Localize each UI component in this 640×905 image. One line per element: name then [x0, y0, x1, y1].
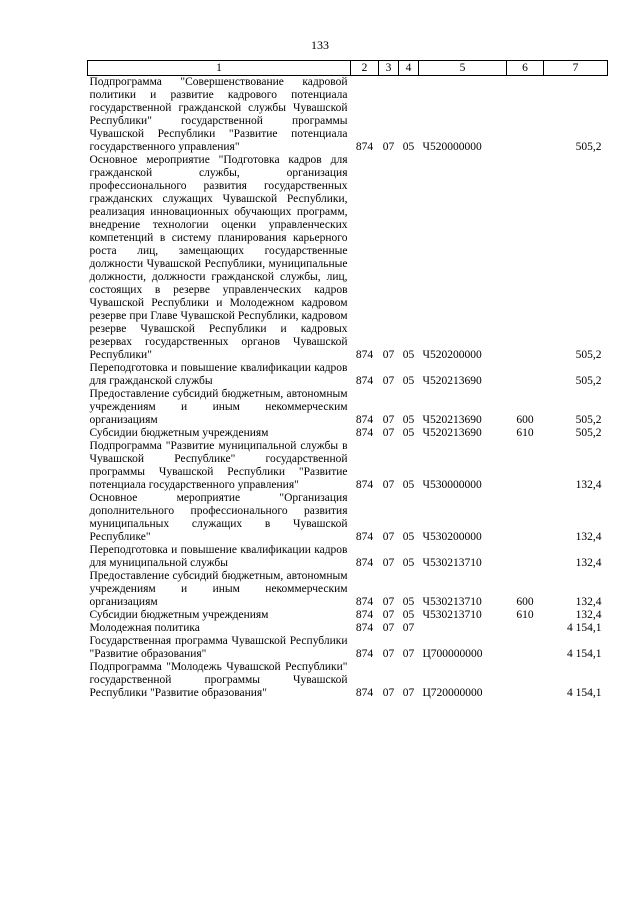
row-code-section: 07 [382, 375, 395, 387]
row-target-code: Ч530000000 [422, 479, 482, 491]
row-code-subsection: 05 [402, 375, 415, 387]
row-code-subsection: 05 [402, 596, 415, 608]
row-code-section: 07 [382, 557, 395, 569]
table-row [88, 661, 608, 700]
row-amount: 4 154,1 [567, 687, 602, 699]
row-code-section: 07 [382, 349, 395, 361]
row-expense-type [507, 544, 544, 570]
table-row [88, 570, 608, 609]
row-expense-type [507, 661, 544, 700]
table-row [88, 440, 608, 492]
row-name: Основное мероприятие "Организация дополнительного профессионального развития муниципальных служащих в Чувашской Республике" [89, 492, 348, 543]
row-target-code: Ч520213690 [422, 414, 482, 426]
page-number: 133 [311, 38, 329, 52]
header-col-3: 3 [379, 61, 399, 76]
row-name: Подпрограмма "Совершенствование кадровой политики и развитие кадрового потенциала государственной гражданской службы Чувашской Республики" государственной программы Чувашской Республики "Развитие потенциала государственного управления" [89, 76, 348, 153]
row-target-code: Ч530213710 [422, 596, 482, 608]
row-code-admin: 874 [355, 349, 374, 361]
header-col-5: 5 [419, 61, 507, 76]
row-code-admin: 874 [355, 414, 374, 426]
row-code-subsection: 05 [402, 414, 415, 426]
header-col-2: 2 [351, 61, 379, 76]
row-amount: 505,2 [575, 375, 602, 387]
header-col-4: 4 [399, 61, 419, 76]
row-amount: 132,4 [575, 557, 602, 569]
row-code-section: 07 [382, 648, 395, 660]
table-row [88, 622, 608, 635]
row-code-section: 07 [382, 687, 395, 699]
row-amount: 132,4 [575, 596, 602, 608]
row-target-code: Ч520000000 [422, 141, 482, 153]
row-expense-type [507, 76, 544, 155]
row-code-section: 07 [382, 141, 395, 153]
row-target-code: Ч530200000 [422, 531, 482, 543]
row-amount: 132,4 [575, 531, 602, 543]
row-target-code: Ц700000000 [422, 648, 483, 660]
row-name: Субсидии бюджетным учреждениям [89, 609, 269, 621]
row-expense-type [507, 635, 544, 661]
row-name: Основное мероприятие "Подготовка кадров для гражданской службы, организация профессионального развития государственных гражданских служащих Чувашской Республики, реализация инновационных обучающих программ, внедрение технологии оценки управленческих компетенций в систему планирования карьерного роста лиц, замещающих государственные должности Чувашской Республики, муниципальные должности, должности гражданской службы, лиц, состоящих в резерве управленческих кадров Чувашской Республики и Молодежном кадровом резерве при Главе Чувашской Республики, кадровом резерве Чувашской Республики и кадровых резервах государственных органов Чувашской Республики" [89, 154, 348, 361]
row-expense-type [507, 362, 544, 388]
row-code-admin: 874 [355, 648, 374, 660]
row-expense-type: 600 [516, 414, 534, 426]
row-code-section: 07 [382, 427, 395, 439]
row-expense-type: 600 [516, 596, 534, 608]
row-target-code: Ч530213710 [422, 557, 482, 569]
row-target-code: Ч530213710 [422, 609, 482, 621]
row-code-subsection: 07 [402, 622, 415, 634]
row-code-subsection: 05 [402, 557, 415, 569]
table-row [88, 388, 608, 427]
row-name: Подпрограмма "Развитие муниципальной службы в Чувашской Республике" государственной программы Чувашской Республики "Развитие потенциала государственного управления" [89, 440, 348, 491]
table-row [88, 609, 608, 622]
table-row [88, 154, 608, 362]
row-code-section: 07 [382, 479, 395, 491]
table-row [88, 362, 608, 388]
row-code-section: 07 [382, 622, 395, 634]
row-expense-type: 610 [516, 427, 534, 439]
row-amount: 505,2 [575, 414, 602, 426]
row-target-code: Ц720000000 [422, 687, 483, 699]
row-amount: 4 154,1 [567, 622, 602, 634]
table-row [88, 76, 608, 155]
row-code-admin: 874 [355, 609, 374, 621]
row-code-admin: 874 [355, 427, 374, 439]
row-amount: 505,2 [575, 141, 602, 153]
row-code-admin: 874 [355, 687, 374, 699]
header-col-1: 1 [88, 61, 351, 76]
row-name: Молодежная политика [89, 622, 200, 634]
row-code-admin: 874 [355, 375, 374, 387]
row-amount: 132,4 [575, 479, 602, 491]
budget-table [87, 60, 608, 700]
row-expense-type [507, 440, 544, 492]
row-code-admin: 874 [355, 531, 374, 543]
row-code-admin: 874 [355, 596, 374, 608]
row-code-subsection: 07 [402, 687, 415, 699]
row-name: Подпрограмма "Молодежь Чувашской Республики" государственной программы Чувашской Республики "Развитие образования" [89, 661, 348, 699]
row-name: Переподготовка и повышение квалификации кадров для муниципальной службы [89, 544, 348, 569]
table-header-row [88, 61, 608, 76]
row-expense-type: 610 [516, 609, 534, 621]
row-name: Предоставление субсидий бюджетным, автономным учреждениям и иным некоммерческим организациям [89, 388, 348, 426]
row-code-subsection: 05 [402, 349, 415, 361]
row-name: Предоставление субсидий бюджетным, автономным учреждениям и иным некоммерческим организациям [89, 570, 348, 608]
table-row [88, 635, 608, 661]
row-target-code [419, 622, 507, 635]
header-col-6: 6 [507, 61, 544, 76]
row-amount: 4 154,1 [567, 648, 602, 660]
row-expense-type [507, 154, 544, 362]
header-col-7: 7 [544, 61, 608, 76]
table-row [88, 427, 608, 440]
row-amount: 505,2 [575, 349, 602, 361]
row-amount: 132,4 [575, 609, 602, 621]
row-code-admin: 874 [355, 141, 374, 153]
row-code-section: 07 [382, 609, 395, 621]
row-code-subsection: 05 [402, 609, 415, 621]
row-amount: 505,2 [575, 427, 602, 439]
table-row [88, 544, 608, 570]
row-name: Переподготовка и повышение квалификации кадров для гражданской службы [89, 362, 348, 387]
table-row [88, 492, 608, 544]
row-code-subsection: 05 [402, 531, 415, 543]
row-code-subsection: 05 [402, 427, 415, 439]
row-expense-type [507, 622, 544, 635]
row-code-admin: 874 [355, 557, 374, 569]
row-code-section: 07 [382, 414, 395, 426]
row-code-subsection: 05 [402, 479, 415, 491]
row-expense-type [507, 492, 544, 544]
row-code-section: 07 [382, 531, 395, 543]
row-code-subsection: 05 [402, 141, 415, 153]
row-name: Субсидии бюджетным учреждениям [89, 427, 269, 439]
row-target-code: Ч520200000 [422, 349, 482, 361]
row-code-section: 07 [382, 596, 395, 608]
row-name: Государственная программа Чувашской Республики "Развитие образования" [89, 635, 348, 660]
row-target-code: Ч520213690 [422, 427, 482, 439]
row-code-subsection: 07 [402, 648, 415, 660]
row-code-admin: 874 [355, 622, 374, 634]
row-target-code: Ч520213690 [422, 375, 482, 387]
row-code-admin: 874 [355, 479, 374, 491]
